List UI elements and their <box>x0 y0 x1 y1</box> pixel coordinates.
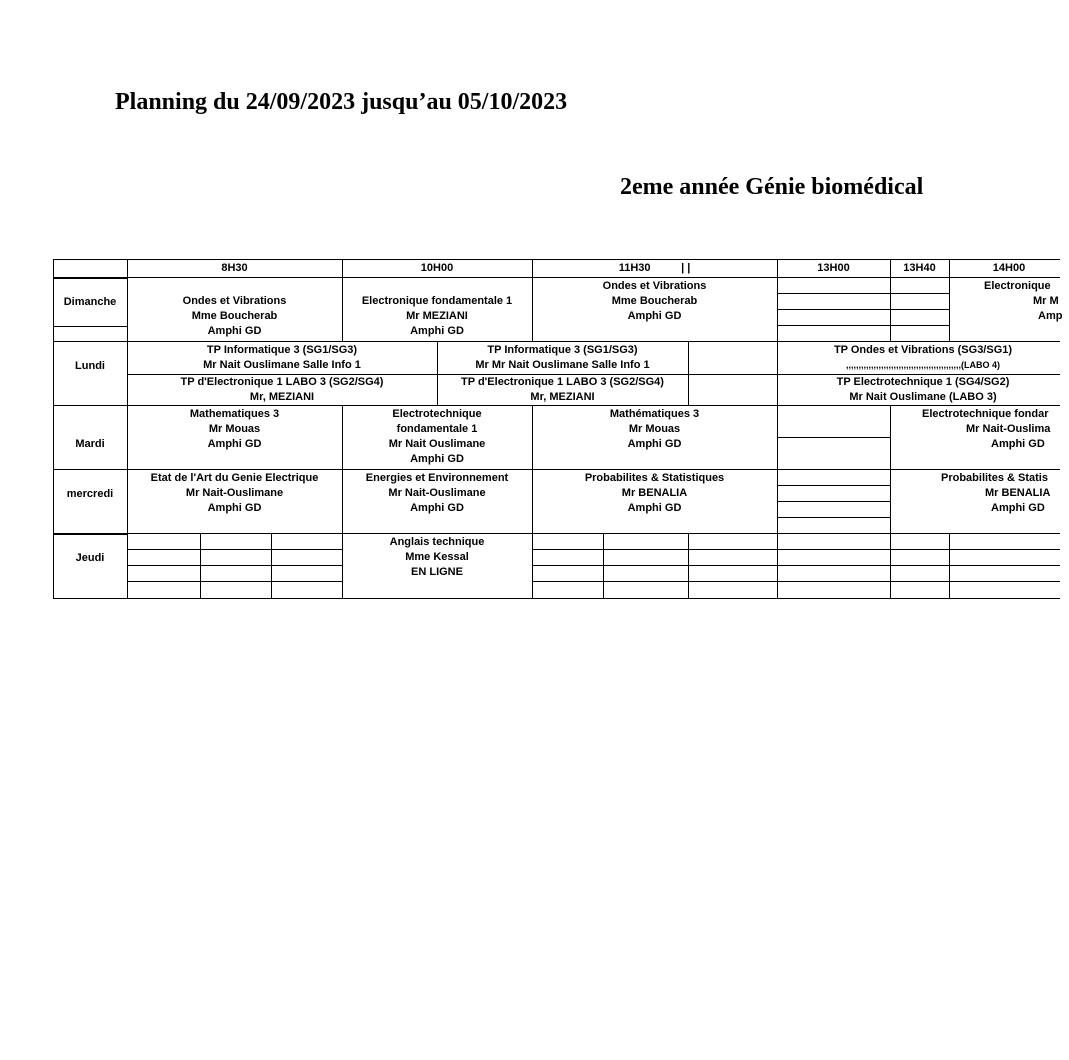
course-room: Amphi GD <box>410 325 464 337</box>
course-cell <box>777 375 1069 405</box>
day-label: Mardi <box>75 438 105 450</box>
grid-line <box>603 533 604 599</box>
day-label: Jeudi <box>75 552 105 564</box>
course-cell <box>127 471 342 516</box>
course-cell <box>127 407 342 452</box>
grid-line <box>271 533 272 599</box>
course-cell <box>342 535 532 580</box>
course-room: Amphi GD <box>991 438 1045 450</box>
course-cell <box>437 343 688 373</box>
grid-line <box>53 533 1060 534</box>
course-room: Amphi GD <box>207 502 262 514</box>
course-cell <box>532 471 777 516</box>
course-teacher: Mr Nait-Ouslimane <box>185 487 284 499</box>
course-cell <box>342 407 532 467</box>
grid-line <box>53 469 1060 470</box>
course-room: Amphi GD <box>627 502 682 514</box>
course-title: Electronique fondamentale 1 <box>361 295 513 307</box>
grid-line <box>777 533 778 599</box>
grid-line <box>127 549 342 550</box>
time-header: 11H30 | | <box>618 262 691 274</box>
grid-line <box>127 581 342 582</box>
course-cell <box>127 294 342 339</box>
grid-line <box>53 405 1060 406</box>
course-room: Amphi GD <box>410 453 464 465</box>
course-title: TP d'Electronique 1 LABO 3 (SG2/SG4) <box>461 376 664 388</box>
grid-line <box>777 437 890 438</box>
course-title: Probabilites & Statistiques <box>584 472 725 484</box>
grid-line <box>532 581 1060 582</box>
course-teacher: Mr BENALIA <box>621 487 688 499</box>
course-teacher: Mme Boucherab <box>191 310 278 322</box>
course-title: TP d'Electronique 1 LABO 3 (SG2/SG4) <box>180 376 384 388</box>
course-title: Probabilites & Statis <box>941 472 1048 484</box>
course-cell <box>532 279 777 324</box>
grid-line <box>688 341 689 405</box>
time-header: 13H00 <box>817 262 850 274</box>
course-room: Amphi GD <box>207 438 262 450</box>
time-header: 10H00 <box>420 262 454 274</box>
course-title: Mathematiques 3 <box>189 408 280 420</box>
course-room: Amphi GD <box>207 325 262 337</box>
grid-line <box>777 405 778 534</box>
grid-line <box>777 501 890 502</box>
course-title: Etat de l'Art du Genie Electrique <box>150 472 319 484</box>
course-cell <box>777 343 1069 373</box>
grid-line <box>53 341 1060 342</box>
grid-line <box>777 325 949 326</box>
course-teacher: Mr Mouas <box>628 423 681 435</box>
day-label: mercredi <box>66 488 114 500</box>
course-teacher: Mr Nait Ouslimane (LABO 3) <box>849 391 997 403</box>
course-teacher: Mme Kessal <box>405 551 469 563</box>
course-teacher: Mr Mr Nait Ouslimane Salle Info 1 <box>475 359 650 371</box>
course-title: Electrotechnique fondar <box>922 408 1049 420</box>
grid-line <box>777 309 949 310</box>
course-teacher: Mr, MEZIANI <box>249 391 315 403</box>
course-cell <box>342 294 532 339</box>
page-title: Planning du 24/09/2023 jusqu’au 05/10/2023 <box>115 89 568 115</box>
day-label: Dimanche <box>63 296 117 308</box>
grid-line <box>688 533 689 599</box>
grid-line <box>532 549 1060 550</box>
course-title: Mathématiques 3 <box>609 408 700 420</box>
time-header: 14H00 <box>992 262 1026 274</box>
course-cell <box>127 375 437 405</box>
course-room: Amphi GD <box>991 502 1045 514</box>
grid-line <box>127 565 342 566</box>
course-cell <box>900 471 1060 516</box>
course-title: TP Electrotechnique 1 (SG4/SG2) <box>836 376 1010 388</box>
course-teacher: Mr, MEZIANI <box>530 391 595 403</box>
grid-line <box>200 533 201 599</box>
course-teacher: Mr Nait Ouslimane <box>388 438 486 450</box>
grid-line <box>777 293 949 294</box>
course-cell <box>342 471 532 516</box>
day-label: Lundi <box>75 360 105 372</box>
course-room: Amphi GD <box>627 438 682 450</box>
grid-line <box>53 277 1060 278</box>
grid-line <box>890 405 891 599</box>
course-title: Anglais technique <box>389 536 485 548</box>
course-title: Ondes et Vibrations <box>602 280 707 292</box>
time-header: 8H30 <box>221 262 248 274</box>
course-title: fondamentale 1 <box>396 423 478 435</box>
course-teacher: Mr Mouas <box>208 423 261 435</box>
course-teacher: Mr MEZIANI <box>406 310 468 322</box>
course-title: TP Informatique 3 (SG1/SG3) <box>487 344 638 356</box>
course-teacher: Mr M <box>1033 295 1059 307</box>
grid-line <box>53 534 127 535</box>
grid-line <box>53 278 127 279</box>
grid-line <box>777 485 890 486</box>
course-room: Amphi GD <box>627 310 682 322</box>
class-subtitle: 2eme année Génie biomédical <box>620 174 924 200</box>
course-teacher: Mr Nait Ouslimane Salle Info 1 <box>203 359 361 371</box>
course-title: Electronique <box>984 280 1051 292</box>
course-cell <box>900 407 1060 452</box>
course-cell <box>532 407 777 452</box>
course-room: Amphi GD <box>410 502 464 514</box>
course-room: EN LIGNE <box>411 566 463 578</box>
course-title: TP Ondes et Vibrations (SG3/SG1) <box>833 344 1013 356</box>
course-teacher: Mr Nait-Ouslima <box>966 423 1051 435</box>
grid-line <box>777 517 890 518</box>
course-title: Electrotechnique <box>392 408 482 420</box>
course-cell <box>127 343 437 373</box>
grid-line <box>949 533 950 599</box>
grid-line <box>532 565 1060 566</box>
grid-line <box>53 598 1060 599</box>
course-teacher: Mr Nait-Ouslimane <box>388 487 486 499</box>
grid-line <box>53 259 1060 260</box>
course-title: Energies et Environnement <box>365 472 509 484</box>
course-teacher: ,,,,,,,,,,,,,,,,,,,,,,,,,,,,,,,,,,,,,,,,,,,,,,(LABO 4) <box>845 360 1001 370</box>
course-title: Ondes et Vibrations <box>182 295 287 307</box>
course-teacher: Mr BENALIA <box>985 487 1051 499</box>
course-cell <box>437 375 688 405</box>
course-title: TP Informatique 3 (SG1/SG3) <box>206 344 358 356</box>
grid-line <box>53 259 54 599</box>
course-teacher: Mme Boucherab <box>611 295 698 307</box>
time-header: 13H40 <box>903 262 936 274</box>
grid-line <box>53 326 127 327</box>
course-cell <box>949 279 1063 324</box>
course-room: Amp <box>1038 310 1063 322</box>
